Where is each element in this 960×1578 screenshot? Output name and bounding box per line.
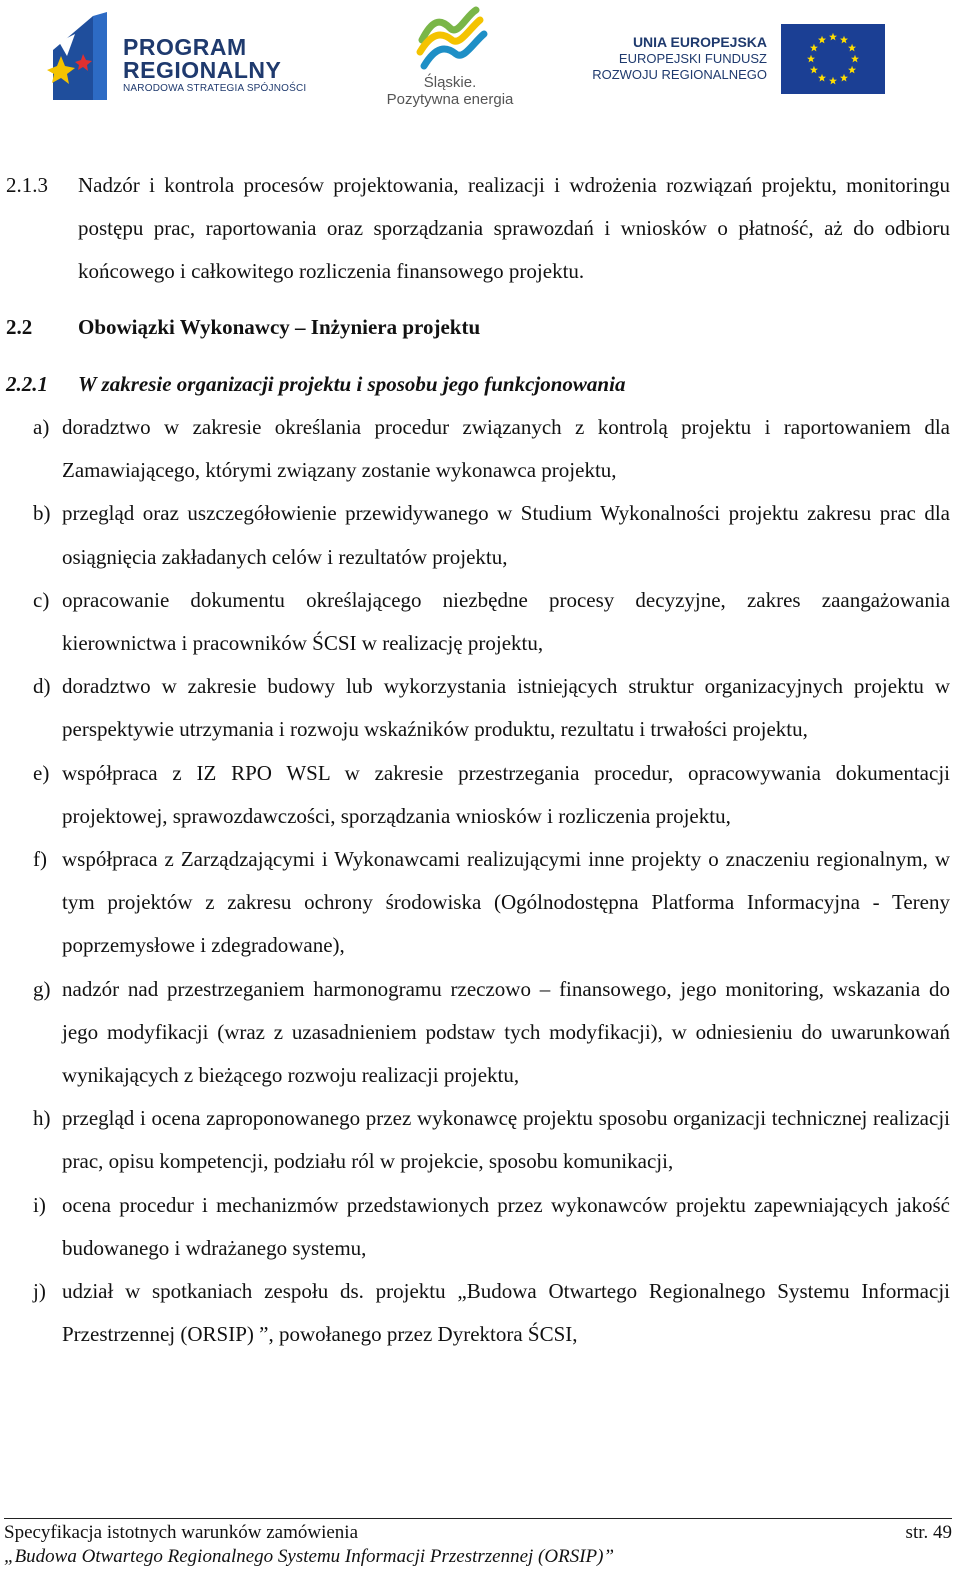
- duties-list: [0, 406, 960, 1356]
- program-regionalny-text: [123, 36, 306, 96]
- eu-logo-line1: UNIA EUROPEJSKA: [632, 34, 767, 50]
- eu-logo-line3: ROZWOJU REGIONALNEGO: [592, 67, 767, 82]
- page-number: str. 49: [905, 1522, 952, 1543]
- header-logos: [0, 0, 960, 130]
- list-item-label: c): [33, 587, 50, 612]
- list-item-text: opracowanie dokumentu określającego niezbędne procesy decyzyjne, zakres zaangażowania kierownictwa i pracowników ŚCSI w realizację projektu,: [62, 587, 950, 656]
- list-item: [0, 1184, 950, 1270]
- footer-subtitle: „Budowa Otwartego Regionalnego Systemu Informacji Przestrzennej (ORSIP)”: [4, 1546, 615, 1567]
- list-item-label: j): [33, 1279, 46, 1304]
- list-item: [0, 665, 950, 751]
- list-item-label: f): [33, 847, 47, 872]
- list-item-label: a): [33, 415, 50, 439]
- list-item-label: d): [33, 674, 51, 699]
- list-item: [0, 838, 950, 968]
- slaskie-logo: [380, 6, 520, 116]
- program-regionalny-emblem-icon: [45, 12, 123, 104]
- program-logo-line1: PROGRAM: [123, 34, 247, 60]
- eu-logo: [585, 24, 885, 94]
- eu-logo-text: [592, 34, 767, 83]
- list-item-label: g): [33, 976, 51, 1001]
- section-2-1-3-text: Nadzór i kontrola procesów projektowania, realizacji i wdrożenia rozwiązań projektu, monitoringu postępu prac, raportowania oraz sporządzania sprawozdań i wniosków o płatność, aż do odbioru końcowego i całkowitego rozliczenia finansowego projektu.: [78, 173, 950, 283]
- slaskie-tagline: Pozytywna energia: [386, 91, 514, 108]
- program-logo-line2: REGIONALNY: [123, 57, 282, 83]
- list-item-label: h): [33, 1106, 51, 1131]
- list-item: [0, 579, 950, 665]
- list-item-text: współpraca z IZ RPO WSL w zakresie przestrzegania procedur, opracowywania dokumentacji projektowej, sprawozdawczości, sporządzania wniosków i rozliczenia projektu,: [62, 760, 950, 828]
- section-2-1-3: [6, 164, 950, 293]
- slaskie-waves-icon: [410, 6, 490, 74]
- list-item-text: ocena procedur i mechanizmów przedstawionych przez wykonawców projektu zapewniających jakość budowanego i wdrażanego systemu,: [62, 1192, 950, 1260]
- list-item-text: doradztwo w zakresie budowy lub wykorzystania istniejących struktur organizacyjnych projektu w perspektywie utrzymania i rozwoju wskaźników produktu, rezultatu i trwałości projektu,: [62, 674, 950, 742]
- section-2-1-3-number: 2.1.3: [6, 173, 48, 197]
- program-logo-line3: NARODOWA STRATEGIA SPÓJNOŚCI: [123, 83, 307, 94]
- heading-2-2-1-title: W zakresie organizacji projektu i sposobu jego funkcjonowania: [78, 372, 626, 396]
- page-footer: [4, 1518, 952, 1569]
- list-item: [0, 752, 950, 838]
- list-item-text: współpraca z Zarządzającymi i Wykonawcami realizującymi inne projekty o znaczeniu regionalnym, w tym projektów z zakresu ochrony środowiska (Ogólnodostępna Platforma Informacyjna - Tereny poprzemysłowe i zdegradowane),: [62, 847, 950, 958]
- eu-flag-icon: [781, 24, 885, 94]
- footer-title: Specyfikacja istotnych warunków zamówienia: [4, 1522, 359, 1543]
- heading-2-2-1-number: 2.2.1: [6, 372, 48, 396]
- list-item-label: i): [33, 1192, 46, 1217]
- list-item-text: doradztwo w zakresie określania procedur związanych z kontrolą projektu i raportowaniem dla Zamawiającego, którymi związany zostanie wykonawca projektu,: [62, 415, 950, 483]
- slaskie-name: Śląskie.: [423, 74, 477, 91]
- list-item: [0, 406, 950, 492]
- list-item: [0, 968, 950, 1098]
- footer-line1: [4, 1521, 952, 1545]
- heading-2-2-1: [6, 363, 960, 406]
- list-item-text: przegląd oraz uszczegółowienie przewidywanego w Studium Wykonalności projektu zakresu prac dla osiągnięcia zakładanych celów i rezultatów projektu,: [62, 501, 950, 569]
- list-item-text: udział w spotkaniach zespołu ds. projektu „Budowa Otwartego Regionalnego Systemu Informacji Przestrzennej (ORSIP) ”, powołanego przez Dyrektora ŚCSI,: [62, 1279, 950, 1347]
- heading-2-2: [6, 306, 960, 349]
- list-item-label: e): [33, 760, 50, 785]
- document-body: [0, 164, 960, 1356]
- list-item-text: nadzór nad przestrzeganiem harmonogramu rzeczowo – finansowego, jego monitoring, wskazania do jego modyfikacji (wraz z uzasadnieniem podstaw tych modyfikacji), w odniesieniu do uwarunkowań wynikających z bieżącego rozwoju realizacji projektu,: [62, 976, 950, 1088]
- list-item: [0, 1270, 950, 1356]
- eu-logo-line2: EUROPEJSKI FUNDUSZ: [618, 51, 767, 66]
- list-item-label: b): [33, 501, 51, 526]
- list-item: [0, 492, 950, 578]
- list-item-text: przegląd i ocena zaproponowanego przez wykonawcę projektu sposobu organizacji technicznej realizacji prac, opisu kompetencji, podziału ról w projekcie, sposobu komunikacji,: [62, 1106, 950, 1174]
- program-regionalny-logo: [45, 12, 335, 104]
- heading-2-2-title: Obowiązki Wykonawcy – Inżyniera projektu: [78, 315, 481, 339]
- list-item: [0, 1097, 950, 1183]
- heading-2-2-number: 2.2: [6, 315, 33, 339]
